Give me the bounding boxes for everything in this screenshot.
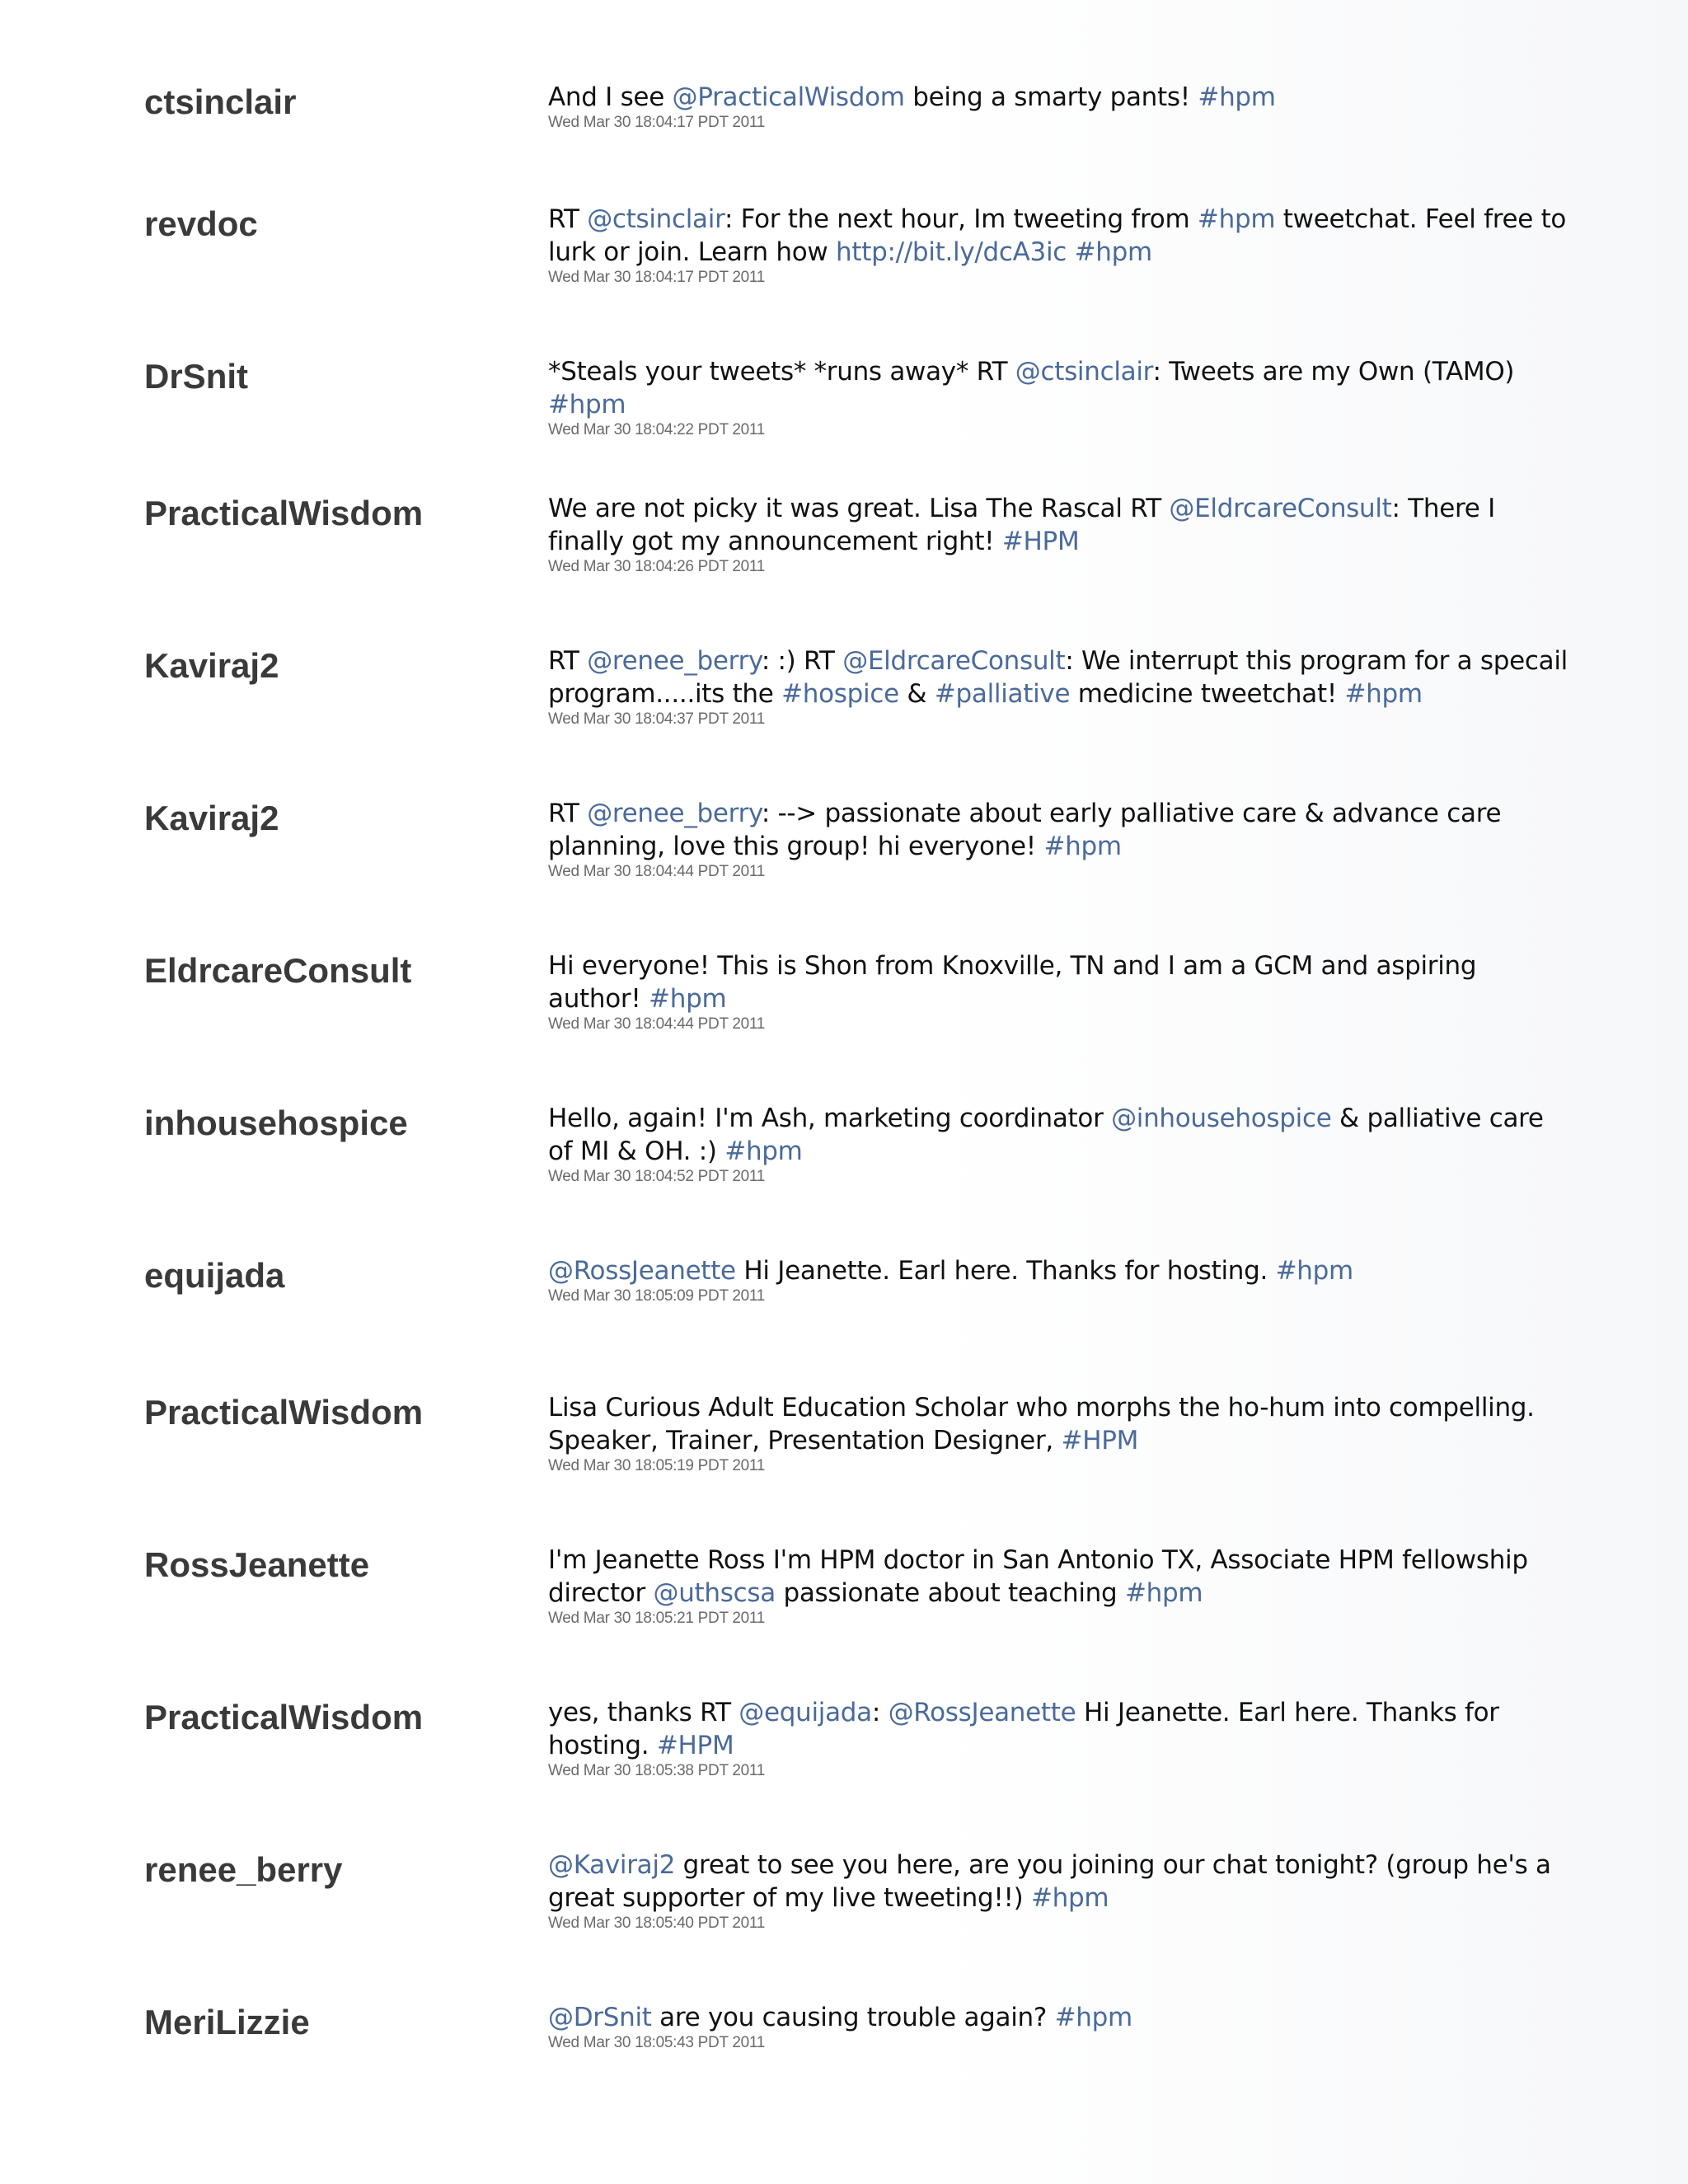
tweet-text — [548, 1102, 1574, 1168]
tweet-text-segment: Hi Jeanette. Earl here. Thanks for hosting. — [735, 1256, 1276, 1286]
tweet-text-segment: I'm Jeanette Ross I'm HPM doctor in San Antonio TX, Associate HPM fellowship director — [548, 1545, 1528, 1608]
tweet-link[interactable]: #hpm — [1197, 204, 1276, 234]
tweet-text — [548, 1696, 1574, 1762]
tweet-text — [548, 2001, 1574, 2034]
tweet-timestamp: Wed Mar 30 18:04:44 PDT 2011 — [548, 863, 766, 880]
tweet-link[interactable]: #hpm — [1344, 679, 1423, 709]
tweet-timestamp: Wed Mar 30 18:05:43 PDT 2011 — [548, 2034, 766, 2051]
tweet-link[interactable]: @inhousehospice — [1111, 1104, 1332, 1133]
tweet-timestamp: Wed Mar 30 18:04:37 PDT 2011 — [548, 710, 766, 728]
tweet-body — [548, 797, 1574, 882]
tweet-link[interactable]: #hospice — [781, 679, 899, 709]
tweet-text — [548, 797, 1574, 863]
tweet-text-segment: Lisa Curious Adult Education Scholar who morphs the ho-hum into compelling. Speaker, Trainer, Presentation Designer, — [548, 1393, 1535, 1455]
tweet-text — [548, 81, 1574, 114]
tweet-text — [548, 949, 1574, 1015]
tweet-link[interactable]: #hpm — [1124, 1578, 1203, 1608]
tweet-text-segment: Hello, again! I'm Ash, marketing coordinator — [548, 1104, 1112, 1133]
tweet-link[interactable]: #HPM — [1001, 527, 1080, 556]
tweet-timestamp: Wed Mar 30 18:05:19 PDT 2011 — [548, 1457, 766, 1474]
tweet-username[interactable]: Kaviraj2 — [144, 646, 279, 685]
tweet-text-segment — [1067, 237, 1075, 267]
tweet-text-segment: medicine tweetchat! — [1070, 679, 1345, 709]
tweet-body — [548, 355, 1574, 440]
tweet-timestamp: Wed Mar 30 18:04:44 PDT 2011 — [548, 1015, 766, 1033]
tweet-text-segment: are you causing trouble again? — [651, 2003, 1055, 2032]
tweet-text-segment: We are not picky it was great. Lisa The Rascal RT — [548, 494, 1170, 523]
tweet-body — [548, 1102, 1574, 1187]
tweet-username[interactable]: equijada — [144, 1256, 285, 1295]
tweet-link[interactable]: #hpm — [1198, 82, 1276, 112]
tweet-link[interactable]: #hpm — [1043, 832, 1122, 861]
tweet-username[interactable]: PracticalWisdom — [144, 1393, 424, 1432]
tweet-text — [548, 1849, 1574, 1915]
tweet-text-segment: : We interrupt this program for a specail program.....its the — [548, 646, 1568, 709]
tweet-link[interactable]: @RossJeanette — [888, 1698, 1076, 1727]
tweet-timestamp: Wed Mar 30 18:04:52 PDT 2011 — [548, 1168, 766, 1185]
tweet-text-segment: : For the next hour, Im tweeting from — [724, 204, 1198, 234]
tweet-link[interactable]: #palliative — [934, 679, 1071, 709]
tweet-link[interactable]: @EldrcareConsult — [842, 646, 1066, 676]
tweet-timestamp: Wed Mar 30 18:05:38 PDT 2011 — [548, 1762, 766, 1779]
tweet-link[interactable]: #hpm — [548, 390, 626, 419]
tweet-link[interactable]: @Kaviraj2 — [548, 1850, 676, 1880]
tweet-link[interactable]: #hpm — [1054, 2003, 1132, 2032]
tweet-timestamp: Wed Mar 30 18:05:40 PDT 2011 — [548, 1915, 766, 1932]
tweet-text-segment: RT — [548, 646, 588, 676]
tweet-timestamp: Wed Mar 30 18:05:21 PDT 2011 — [548, 1610, 766, 1627]
tweet-link[interactable]: @DrSnit — [548, 2003, 652, 2032]
tweet-body — [548, 1696, 1574, 1781]
tweet-text-segment: *Steals your tweets* *runs away* RT — [548, 357, 1015, 387]
tweet-body — [548, 1391, 1574, 1476]
tweet-body — [548, 2001, 1574, 2053]
tweet-link[interactable]: @uthscsa — [653, 1578, 776, 1608]
tweet-username[interactable]: EldrcareConsult — [144, 951, 412, 990]
tweet-link[interactable]: #hpm — [1031, 1883, 1109, 1913]
tweet-link[interactable]: @EldrcareConsult — [1169, 494, 1392, 523]
tweet-link[interactable]: @RossJeanette — [548, 1256, 736, 1286]
tweet-username[interactable]: RossJeanette — [144, 1545, 370, 1584]
tweet-body — [548, 1544, 1574, 1629]
tweet-username[interactable]: MeriLizzie — [144, 2003, 310, 2041]
tweet-body — [548, 644, 1574, 729]
tweet-link[interactable]: http://bit.ly/dcA3ic — [836, 237, 1067, 267]
tweet-timestamp: Wed Mar 30 18:04:17 PDT 2011 — [548, 114, 766, 131]
tweet-text — [548, 1391, 1574, 1457]
tweet-text-segment: : Tweets are my Own (TAMO) — [1152, 357, 1515, 387]
tweet-link[interactable]: #hpm — [649, 984, 727, 1014]
tweet-username[interactable]: PracticalWisdom — [144, 494, 424, 532]
tweet-timestamp: Wed Mar 30 18:04:17 PDT 2011 — [548, 269, 766, 286]
tweet-text-segment: RT — [548, 799, 588, 828]
tweet-text-segment: : — [871, 1698, 889, 1727]
tweet-text-segment: great to see you here, are you joining our chat tonight? (group he's a great supporter of my live tweeting!!) — [548, 1850, 1551, 1913]
tweet-link[interactable]: @renee_berry — [587, 799, 762, 828]
tweet-text — [548, 1544, 1574, 1610]
tweet-timestamp: Wed Mar 30 18:04:22 PDT 2011 — [548, 421, 766, 438]
tweet-link[interactable]: #HPM — [656, 1731, 734, 1760]
tweet-username[interactable]: PracticalWisdom — [144, 1698, 424, 1736]
tweet-username[interactable]: inhousehospice — [144, 1104, 408, 1142]
tweet-text-segment: And I see — [548, 82, 673, 112]
tweet-body — [548, 81, 1574, 133]
tweet-text — [548, 1254, 1574, 1287]
tweet-username[interactable]: DrSnit — [144, 357, 248, 396]
tweet-text-segment: & palliative care of MI & OH. :) — [548, 1104, 1544, 1166]
tweet-username[interactable]: revdoc — [144, 204, 258, 243]
tweet-text — [548, 492, 1574, 558]
tweet-text-segment: passionate about teaching — [775, 1578, 1125, 1608]
tweet-link[interactable]: #HPM — [1061, 1426, 1139, 1455]
tweet-text — [548, 644, 1574, 710]
tweet-username[interactable]: ctsinclair — [144, 82, 297, 121]
tweet-link[interactable]: @equijada — [738, 1698, 872, 1727]
tweet-link[interactable]: @PracticalWisdom — [672, 82, 905, 112]
tweet-body — [548, 1849, 1574, 1933]
tweet-text-segment: Hi everyone! This is Shon from Knoxville, TN and I am a GCM and aspiring author! — [548, 951, 1477, 1014]
tweet-link[interactable]: #hpm — [1275, 1256, 1353, 1286]
tweet-username[interactable]: Kaviraj2 — [144, 799, 279, 837]
tweet-text-segment: RT — [548, 204, 588, 234]
tweet-username[interactable]: renee_berry — [144, 1850, 343, 1889]
tweet-text-segment: : :) RT — [761, 646, 843, 676]
tweet-text-segment: being a smarty pants! — [904, 82, 1198, 112]
tweet-text-segment: : --> passionate about early palliative care & advance care planning, love this group! hi everyone! — [548, 799, 1502, 861]
tweet-link[interactable]: #hpm — [1074, 237, 1152, 267]
tweet-timestamp: Wed Mar 30 18:05:09 PDT 2011 — [548, 1287, 766, 1305]
tweet-body — [548, 203, 1574, 288]
tweet-body — [548, 1254, 1574, 1306]
tweet-text — [548, 203, 1574, 269]
tweet-text-segment: : There I finally got my announcement right! — [548, 494, 1495, 556]
tweet-link[interactable]: #hpm — [724, 1137, 803, 1166]
tweet-body — [548, 492, 1574, 577]
tweet-link[interactable]: @renee_berry — [587, 646, 762, 676]
tweet-timestamp: Wed Mar 30 18:04:26 PDT 2011 — [548, 558, 766, 575]
tweet-text — [548, 355, 1574, 421]
tweet-text-segment: yes, thanks RT — [548, 1698, 739, 1727]
tweet-link[interactable]: @ctsinclair — [587, 204, 724, 234]
tweet-text-segment: Hi Jeanette. Earl here. Thanks for hosting. — [548, 1698, 1499, 1760]
tweet-text-segment: tweetchat. Feel free to lurk or join. Learn how — [548, 204, 1567, 267]
tweet-link[interactable]: @ctsinclair — [1015, 357, 1153, 387]
tweet-text-segment: & — [898, 679, 935, 709]
tweet-body — [548, 949, 1574, 1034]
